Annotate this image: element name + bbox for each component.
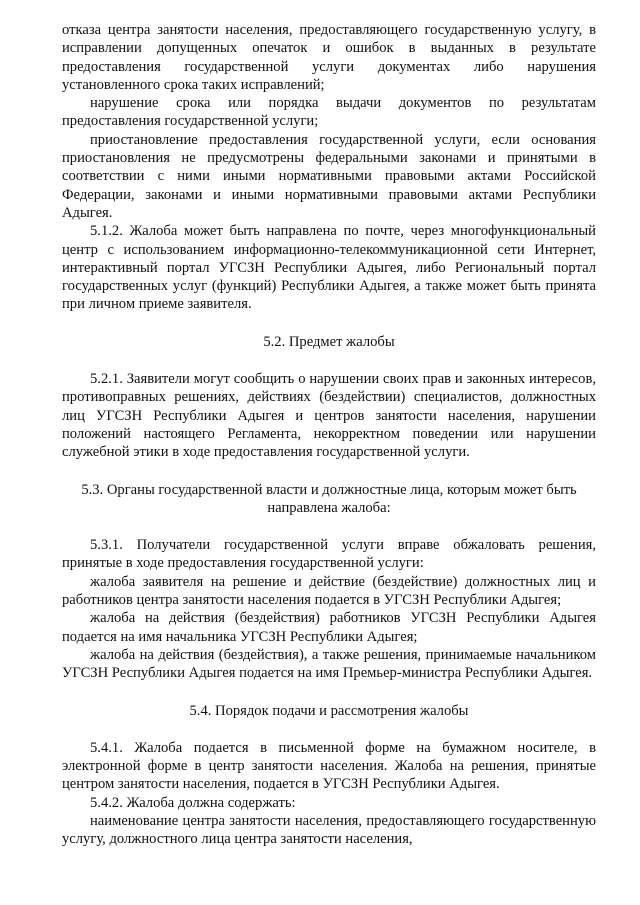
paragraph: 5.4.2. Жалоба должна содержать:: [90, 794, 296, 811]
paragraph: нарушение срока или порядка выдачи документов по результатам предоставления государственной услуги;: [62, 95, 596, 130]
document-page: [62, 21, 596, 849]
paragraph: жалоба на действия (бездействия), а также решения, принимаемые начальником УГСЗН Республики Адыгея подается на имя Премьер-министра Республики Адыгея.: [62, 646, 596, 682]
paragraph-continuation: отказа центра занятости населения, предоставляющего государственную услугу, в исправлении допущенных опечаток и ошибок в выданных в результате предоставления государственной услуги документах либо нарушения установленного срока таких исправлений;: [62, 22, 596, 93]
paragraph: 5.1.2. Жалоба может быть направлена по почте, через многофункциональный центр с использованием информационно-телекоммуникационной сети Интернет, интерактивный портал УГСЗН Республики Адыгея, либо Региональный портал государственных услуг (функций) Республики Адыгея, а также может быть принята при личном приеме заявителя.: [62, 223, 596, 313]
paragraph: 5.2.1. Заявители могут сообщить о нарушении своих прав и законных интересов, противоправных решениях, действиях (бездействии) специалистов, должностных лиц УГСЗН Республики Адыгея и центров занятости населения, нарушении положений настоящего Регламента, некорректном поведении или нарушении служебной этики в ходе предоставления государственной услуги.: [62, 371, 596, 461]
section-heading: 5.3. Органы государственной власти и должностные лица, которым может быть направлена жалоба:: [81, 481, 577, 516]
section-heading: 5.2. Предмет жалобы: [263, 333, 395, 350]
paragraph: 5.4.1. Жалоба подается в письменной форме на бумажном носителе, в электронной форме в центр занятости населения. Жалоба на решения, принятые центром занятости населения, подается в УГСЗН Республики Адыгея.: [62, 739, 596, 793]
paragraph: приостановление предоставления государственной услуги, если основания приостановления не предусмотрены федеральными законами и принятыми в соответствии с ними иными нормативными правовыми актами Российской Федерации, законами и иными нормативными правовыми актами Республики Адыгея.: [62, 131, 596, 221]
paragraph: наименование центра занятости населения, предоставляющего государственную услугу, должностного лица центра занятости населения,: [62, 812, 596, 848]
paragraph: 5.3.1. Получатели государственной услуги вправе обжаловать решения, принятые в ходе предоставления государственной услуги:: [62, 537, 596, 572]
paragraph: жалоба на действия (бездействия) работников УГСЗН Республики Адыгея подается на имя начальника УГСЗН Республики Адыгея;: [62, 610, 596, 645]
section-heading: 5.4. Порядок подачи и рассмотрения жалобы: [189, 702, 469, 719]
paragraph: жалоба заявителя на решение и действие (бездействие) должностных лиц и работников центра занятости населения подается в УГСЗН Республики Адыгея;: [62, 573, 596, 609]
